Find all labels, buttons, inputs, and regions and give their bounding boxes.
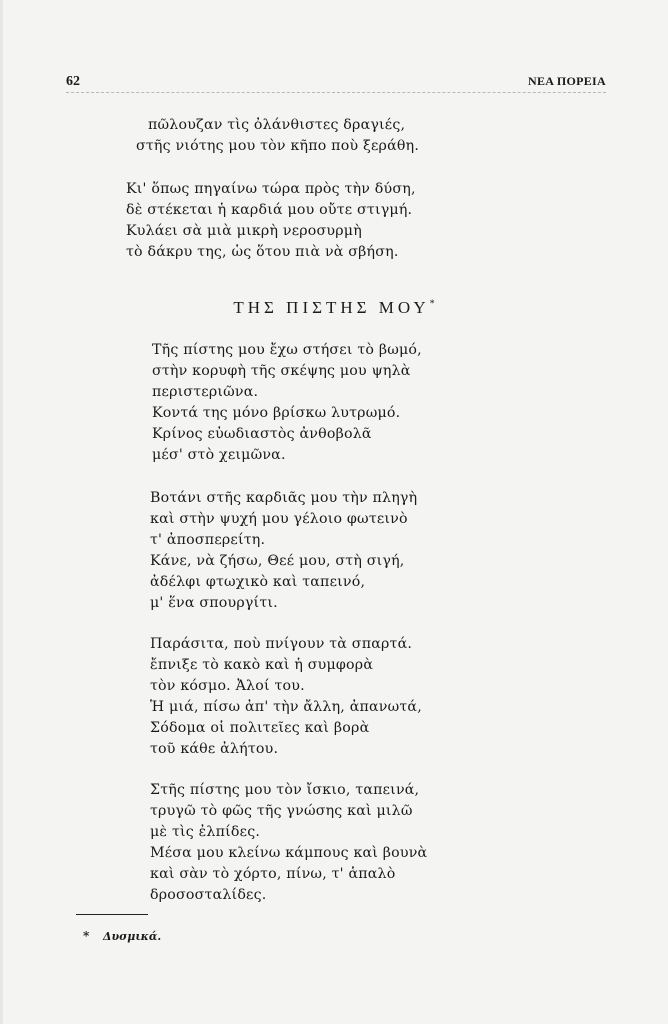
verse-line: περιστεριῶνα.	[152, 384, 259, 400]
verse-line: τρυγῶ τὸ φῶς τῆς γνώσης καὶ μιλῶ	[150, 803, 413, 819]
verse-line: Βοτάνι στῆς καρδιᾶς μου τὴν πληγὴ	[150, 490, 418, 506]
verse-line: δροσοσταλίδες.	[150, 887, 267, 903]
verse-line: Κυλάει σὰ μιὰ μικρὴ νεροσυρμὴ	[126, 223, 362, 239]
footnote	[83, 929, 162, 943]
verse-line: τὸν κόσμο. Ἀλοί του.	[150, 678, 305, 694]
verse-line: μέσ' στὸ χειμῶνα.	[152, 447, 286, 463]
verse-line: ἔπνιξε τὸ κακὸ καὶ ἡ συμφορὰ	[150, 657, 374, 673]
footnote-text: Δυσμικά.	[103, 930, 162, 943]
verse-line: τ' ἀποσπερείτη.	[150, 532, 266, 548]
verse-line: δὲ στέκεται ἡ καρδιά μου οὔτε στιγμή.	[126, 202, 413, 218]
verse-line: Στῆς πίστης μου τὸν ἴσκιο, ταπεινά,	[150, 782, 420, 798]
verse-line: ἀδέλφι φτωχικὸ καὶ ταπεινό,	[150, 574, 366, 590]
verse-line: Κρίνος εὐωδιαστὸς ἀνθοβολᾶ	[152, 426, 372, 442]
verse-line: Σόδομα οἱ πολιτεῖες καὶ βορὰ	[150, 720, 370, 736]
page-number: 62	[66, 74, 80, 89]
verse-line: Κάνε, νὰ ζήσω, Θεέ μου, στὴ σιγή,	[150, 553, 405, 569]
verse-line: Παράσιτα, ποὺ πνίγουν τὰ σπαρτά.	[150, 636, 413, 652]
verse-line: Ἡ μιά, πίσω ἀπ' τὴν ἄλλη, ἀπανωτά,	[150, 699, 422, 715]
verse-line: Κοντά της μόνο βρίσκω λυτρωμό.	[152, 405, 401, 421]
footnote-mark: *	[83, 929, 90, 943]
verse-line: στῆς νιότης μου τὸν κῆπο ποὺ ξεράθη.	[136, 138, 420, 154]
running-head	[66, 74, 606, 90]
verse-line: Τῆς πίστης μου ἔχω στήσει τὸ βωμό,	[152, 342, 422, 358]
verse-line: στὴν κορυφὴ τῆς σκέψης μου ψηλὰ	[152, 363, 411, 379]
verse-line: τοῦ κάθε ἀλήτου.	[150, 741, 279, 757]
journal-title: ΝΕΑ ΠΟΡΕΙΑ	[527, 74, 606, 88]
verse-line: μὲ τὶς ἐλπίδες.	[150, 824, 261, 840]
verse-line: τὸ δάκρυ της, ὡς ὅτου πιὰ νὰ σβήση.	[126, 244, 399, 260]
poem-title-text: ΤΗΣ ΠΙΣΤΗΣ ΜΟΥ	[233, 298, 430, 317]
verse-line: πῶλουζαν τὶς ὀλάνθιστες δραγιές,	[148, 117, 406, 133]
verse-line: μ' ἕνα σπουργίτι.	[150, 595, 278, 611]
verse-line: Μέσα μου κλείνω κάμπους καὶ βουνὰ	[150, 845, 428, 861]
footnote-rule	[76, 914, 148, 915]
verse-line: Κι' ὅπως πηγαίνω τώρα πρὸς τὴν δύση,	[126, 181, 416, 197]
verse-line: καὶ στὴν ψυχή μου γέλοιο φωτεινὸ	[150, 511, 408, 527]
header-rule	[66, 92, 606, 93]
footnote-reference: *	[429, 298, 435, 310]
poem-title	[0, 298, 668, 318]
verse-line: καὶ σὰν τὸ χόρτο, πίνω, τ' ἁπαλὸ	[150, 866, 396, 882]
